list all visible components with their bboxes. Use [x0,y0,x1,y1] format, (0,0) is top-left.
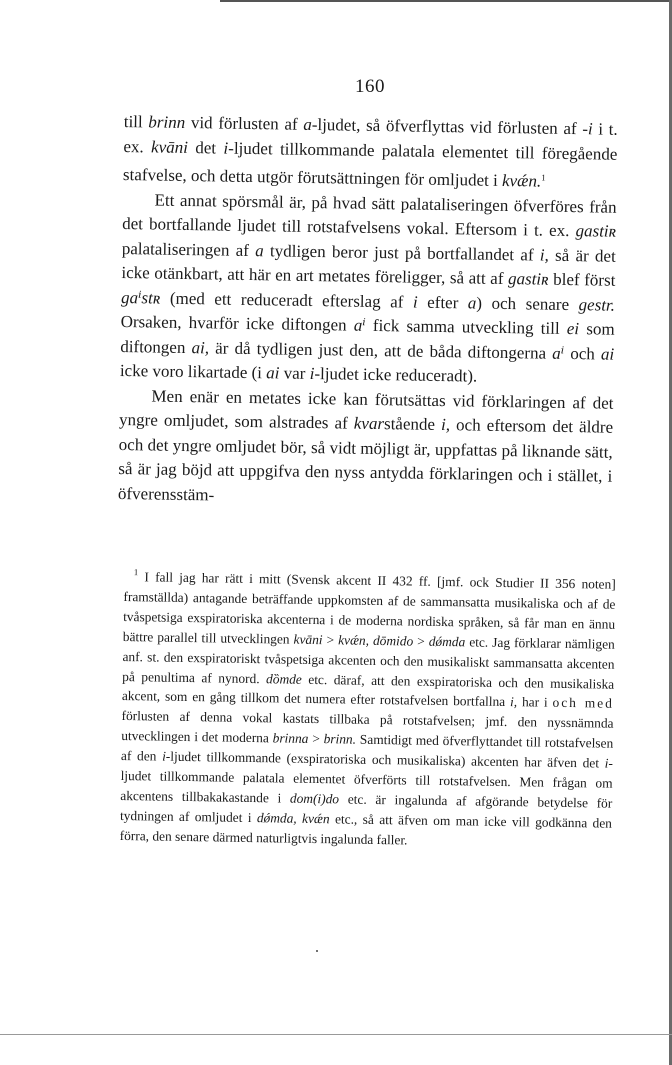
italic-run: dom(i)do [289,790,340,807]
italic-run: brinn. [323,731,357,747]
italic-run: i [412,292,418,312]
footnote-1: $^1$ I fall jag har rätt i mitt (Svensk akcent II 432 ff. [jmf. ock Studier II 356 noten] framställda) antagande beträffande uppkomsten af de sammansatta musikaliska och af de tvåspetsiga exspiratoriska akcenterna i de moderna nordiska språken, så får man en ännu bättre parallel till utvecklingen kvāni > kvǽn, dōmido > dǿmda etc. Jag förklarar nämligen anf. st. den exspiratoriskt tvåspetsiga akcenten och den musikaliskt sammansatta akcenten på penultima af nynord. dȍmde etc. däraf, att den exspiratoriska och den musikaliska akcent, som en gång tillkom det numera efter rotstafvelsen bortfallna i, har i och med förlusten af denna vokal kastats tillbaka på rotstafvelsen; jmf. den nyssnämnda utvecklingen i det moderna brinna > brinn. Samtidigt med öfverflyttandet till rotstafvelsen af den i-ljudet tillkommande (exspiratoriska och musikaliska) akcenten har äfven det i-ljudet tillkommande palatala elementet öfverförts till rotstafvelsen. Men frågan om akcentens tillbakakastande i dom(i)do etc. är ingalunda af afgörande betydelse för tydningen af omljudet i dǿmda, kvǽn etc., så att äfven om man icke vill godkänna den förra, den senare därmed naturligtvis ingalunda faller. [119,567,616,848]
italic-run: kvǽn, dōmido [338,632,414,649]
italic-run: dǿmda [428,633,466,650]
italic-run: a [303,114,312,134]
italic-run: i, [509,694,518,710]
italic-run: kvar [353,413,385,434]
italic-run: ei [566,318,580,339]
italic-run: i, [539,245,549,265]
italic-run: gestr. [578,294,616,315]
page-number: 160 [355,76,385,97]
italic-run: gaⁱstʀ [120,287,161,308]
footer-dot [316,950,318,952]
italic-run: brinn [148,112,186,132]
italic-run: i [604,755,609,771]
italic-run: i, [440,415,451,435]
italic-run: kvāni [293,631,323,647]
page-edge-top [220,0,672,2]
footnote-ref: 1 [133,567,139,578]
italic-run: -i [582,119,593,139]
italic-run: ai [600,344,615,364]
italic-run: kvǽn. [501,170,542,191]
paragraph-1: till brinn vid förlusten af a-ljudet, så öfverflyttas vid förlusten af -i i t. ex. kvāni det i-ljudet tillkommande palatala elementet till föregående stafvelse, och detta utgör förutsättningen för omljudet i kvǽn.$^1$ [122,111,618,191]
italic-run: dȍmde [266,670,302,687]
italic-run: a [255,240,264,260]
italic-run: brinna [272,730,309,747]
italic-run: ai, [191,337,210,357]
italic-run: i [309,363,315,384]
footnote-ref: 1 [541,172,546,183]
paragraph-3: Men enär en metates icke kan förutsättas vid förklaringen af det yngre omljudet, som alstrades af kvarstående i, och eftersom det äldre och det yngre omljudet bör, så vidt möjligt är, uppfattas på liknande sätt, så är jag böjd att uppgifva den nyss antydda förklaringen och i stället, i öfverensstäm- [117,385,614,504]
main-text [118,110,618,514]
italic-run: kvāni [150,136,189,157]
italic-run: dǿmda, kvǽn [256,809,330,827]
page-edge-bottom [0,1034,672,1035]
italic-run: ai [266,363,280,383]
italic-run: aⁱ [552,343,565,363]
italic-run: aⁱ [353,315,366,335]
italic-run: a [467,292,477,313]
footnotes [120,563,616,853]
italic-run: i [162,748,166,764]
paragraph-2: Ett annat spörsmål är, på hvad sätt palataliseringen öfverföres från det bortfallande ljudet till rotstafvelsens vokal. Eftersom i t. ex. gastiʀ palataliseringen af a tydligen beror just på bortfallandet af i, så är det icke otänkbart, att här en art metates föreligger, så att af gastiʀ blef först gaⁱstʀ (med ett reduceradt efterslag af i efter a) och senare gestr. Orsaken, hvarför icke diftongen aⁱ fick samma utveckling till ei som diftongen ai, är då tydligen just den, att de båda diftongerna aⁱ och ai icke voro likartade (i ai var i-ljudet icke reduceradt). [119,189,617,386]
italic-run: i [223,138,229,158]
italic-run: gastiʀ [507,269,549,289]
italic-run: gastiʀ [575,221,617,241]
spaced-run: och med [552,695,614,712]
